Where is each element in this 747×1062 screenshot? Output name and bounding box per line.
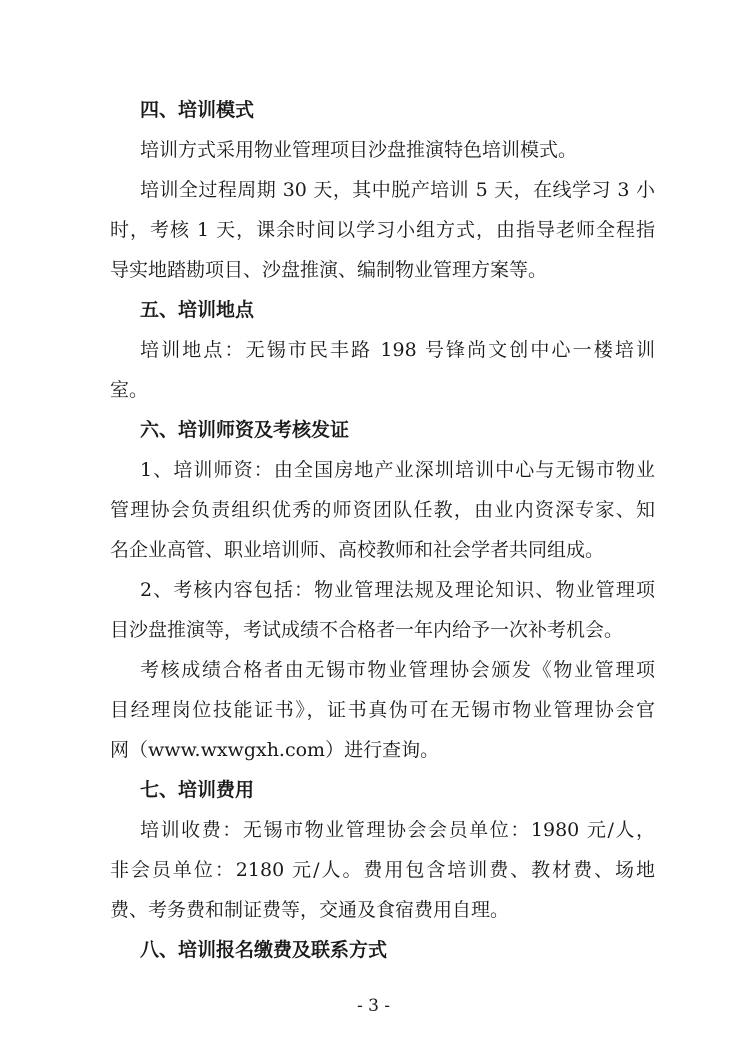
section-heading-registration-contact: 八、培训报名缴费及联系方式	[140, 939, 388, 961]
paragraph-line: 时，考核 1 天，课余时间以学习小组方式，由指导老师全程指	[110, 219, 655, 241]
paragraph-line: 管理协会负责组织优秀的师资团队任教，由业内资深专家、知	[110, 499, 655, 521]
section-heading-training-location: 五、培训地点	[140, 299, 255, 321]
paragraph-line-website: 网（www.wxwgxh.com）进行查询。	[110, 739, 440, 761]
paragraph-line: 2、考核内容包括：物业管理法规及理论知识、物业管理项	[140, 579, 655, 601]
paragraph-line: 培训地点：无锡市民丰路 198 号锋尚文创中心一楼培训	[140, 339, 655, 361]
section-heading-teachers-certification: 六、培训师资及考核发证	[140, 419, 350, 441]
paragraph-line: 培训收费：无锡市物业管理协会会员单位：1980 元/人，	[140, 819, 655, 841]
paragraph-line: 室。	[110, 379, 149, 401]
page-number: - 3 -	[356, 996, 391, 1016]
paragraph-line: 名企业高管、职业培训师、高校教师和社会学者共同组成。	[110, 539, 605, 561]
paragraph-line: 非会员单位：2180 元/人。费用包含培训费、教材费、场地	[110, 859, 655, 881]
paragraph-line: 考核成绩合格者由无锡市物业管理协会颁发《物业管理项	[140, 659, 655, 681]
paragraph-line: 导实地踏勘项目、沙盘推演、编制物业管理方案等。	[110, 259, 548, 281]
section-heading-training-fees: 七、培训费用	[140, 779, 255, 801]
section-heading-training-mode: 四、培训模式	[140, 99, 255, 121]
paragraph-line: 目经理岗位技能证书》，证书真伪可在无锡市物业管理协会官	[110, 699, 655, 721]
paragraph-line: 费、考务费和制证费等，交通及食宿费用自理。	[110, 899, 510, 921]
paragraph-line: 培训全过程周期 30 天，其中脱产培训 5 天，在线学习 3 小	[140, 179, 655, 201]
paragraph-line: 1、培训师资：由全国房地产业深圳培训中心与无锡市物业	[140, 459, 655, 481]
paragraph-line: 培训方式采用物业管理项目沙盘推演特色培训模式。	[140, 139, 578, 161]
paragraph-line: 目沙盘推演等，考试成绩不合格者一年内给予一次补考机会。	[110, 619, 624, 641]
